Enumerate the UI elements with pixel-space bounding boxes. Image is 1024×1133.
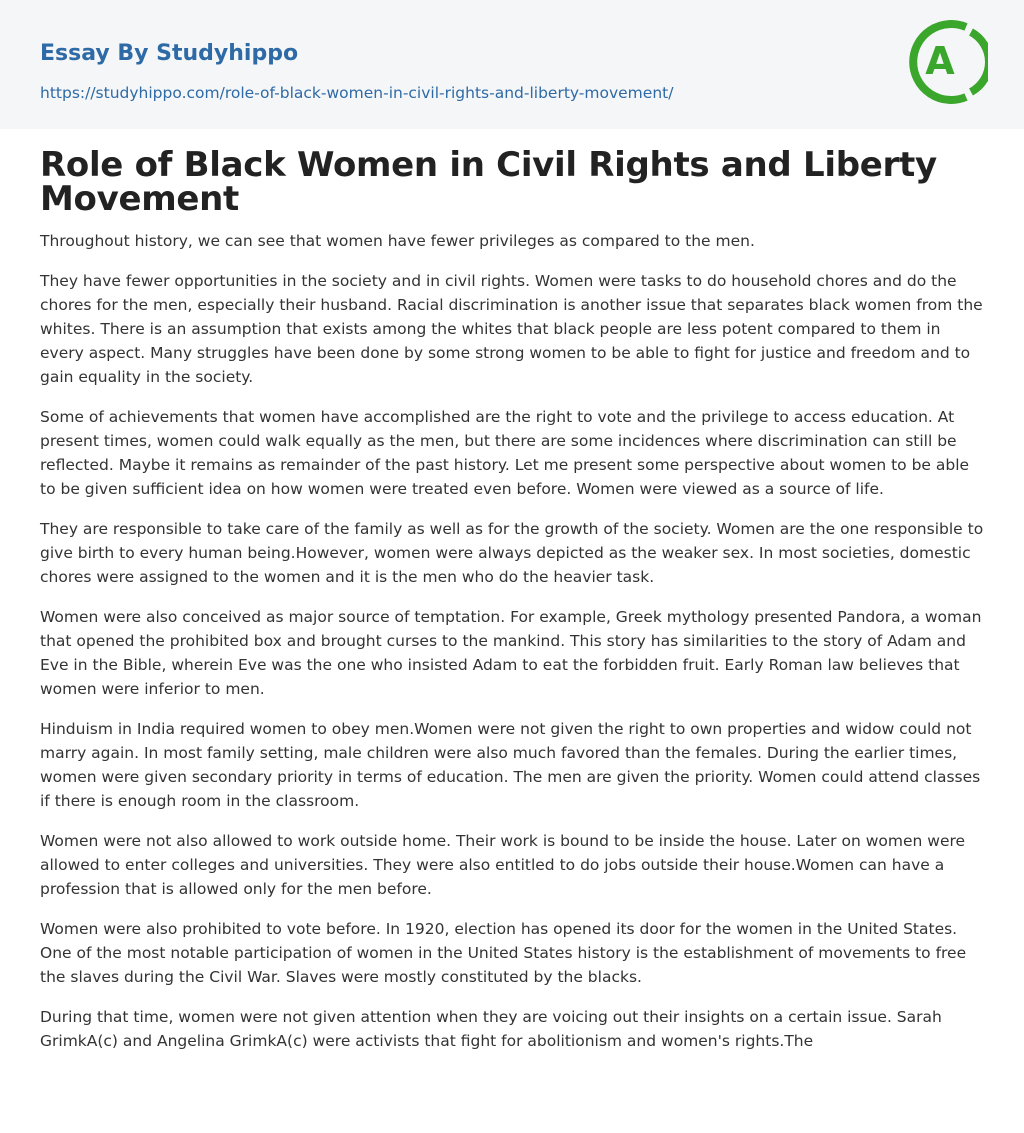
article-paragraph: During that time, women were not given attention when they are voicing out their insights on a certain issue. Sarah GrimkA(c) and Angelina GrimkA(c) were activists that fight for abolitionism and women's rights.The [40,1008,942,1050]
article-paragraph: Hinduism in India required women to obey men.Women were not given the right to own properties and widow could not marry again. In most family setting, male children were also much favored than the females. During the earlier times, women were given secondary priority in terms of education. The men are given the priority. Women could attend classes if there is enough room in the classroom. [40,720,981,810]
studyhippo-logo-icon[interactable] [908,18,988,106]
article [40,145,984,1069]
logo-letter: A [925,39,955,83]
article-paragraph: They have fewer opportunities in the society and in civil rights. Women were tasks to do household chores and do the chores for the men, especially their husband. Racial discrimination is another issue that separates black women from the whites. There is an assumption that exists among the whites that black people are less potent compared to them in every aspect. Many struggles have been done by some strong women to be able to fight for justice and freedom and to gain equality in the society. [40,272,983,386]
site-brand[interactable]: Essay By Studyhippo [40,41,299,66]
article-paragraph: Some of achievements that women have accomplished are the right to vote and the privilege to access education. At present times, women could walk equally as the men, but there are some incidences where discrimination can still be reflected. Maybe it remains as remainder of the past history. Let me present some perspective about women to be able to be given sufficient idea on how women were treated even before. Women were viewed as a source of life. [40,408,970,498]
site-header [0,0,1024,129]
article-paragraph: Women were also prohibited to vote before. In 1920, election has opened its door for the women in the United States. One of the most notable participation of women in the United States history is the establishment of movements to free the slaves during the Civil War. Slaves were mostly constituted by the blacks. [40,920,967,986]
essay-url-link[interactable]: https://studyhippo.com/role-of-black-women-in-civil-rights-and-liberty-movement/ [40,84,674,102]
article-paragraph: Women were not also allowed to work outside home. Their work is bound to be inside the house. Later on women were allowed to enter colleges and universities. They were also entitled to do jobs outside their house.Women can have a profession that is allowed only for the men before. [40,832,966,898]
article-paragraph: Women were also conceived as major source of temptation. For example, Greek mythology presented Pandora, a woman that opened the prohibited box and brought curses to the mankind. This story has similarities to the story of Adam and Eve in the Bible, wherein Eve was the one who insisted Adam to eat the forbidden fruit. Early Roman law believes that women were inferior to men. [40,608,982,698]
article-paragraph: Throughout history, we can see that women have fewer privileges as compared to the men. [40,232,755,250]
article-title: Role of Black Women in Civil Rights and Liberty Movement [40,145,937,219]
article-paragraph: They are responsible to take care of the family as well as for the growth of the society. Women are the one responsible to give birth to every human being.However, women were always depicted as the weaker sex. In most societies, domestic chores were assigned to the women and it is the men who do the heavier task. [40,520,984,586]
